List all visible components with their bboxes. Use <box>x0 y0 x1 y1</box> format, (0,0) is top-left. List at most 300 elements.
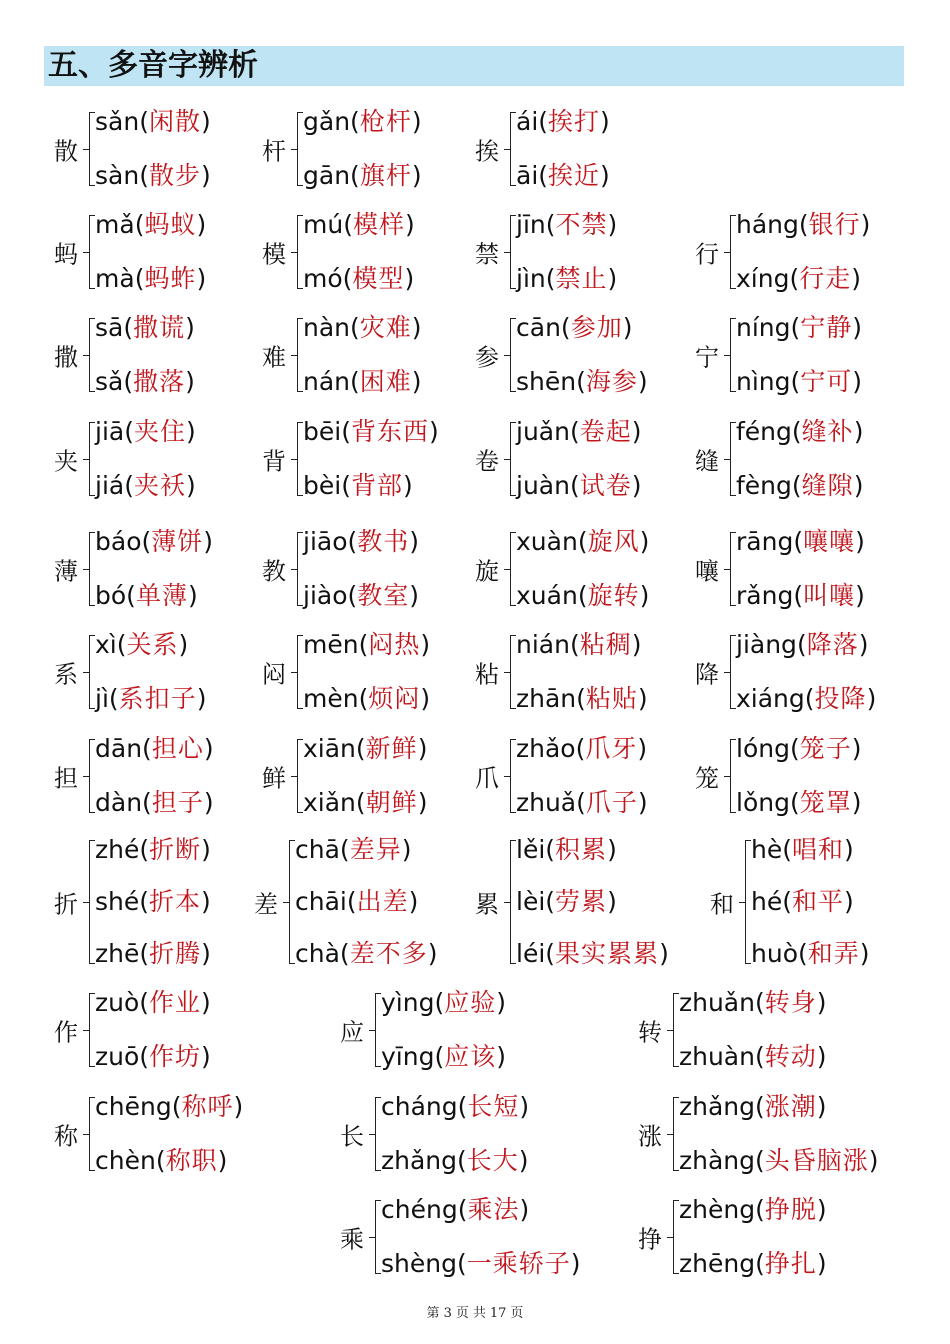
paren-close: ) <box>417 788 428 817</box>
example-word: 长大 <box>466 1146 519 1175</box>
reading-list <box>95 832 211 972</box>
paren-close: ) <box>600 107 610 136</box>
reading-row <box>516 832 669 868</box>
pinyin: háng <box>736 210 799 239</box>
brace-icon <box>291 635 301 709</box>
reading-row <box>95 158 211 194</box>
brace-icon <box>83 1097 93 1171</box>
reading-row <box>516 414 642 450</box>
reading-list <box>381 985 506 1075</box>
example-word: 模样 <box>352 210 405 239</box>
example-word: 蚂蚁 <box>144 210 197 239</box>
example-word: 禁止 <box>555 264 608 293</box>
paren-close: ) <box>858 630 869 659</box>
polyphone-char: 宁 <box>695 343 719 372</box>
paren-close: ) <box>185 367 195 396</box>
reading-row <box>736 578 865 614</box>
pinyin: xíng <box>736 264 790 293</box>
paren-close: ) <box>411 107 422 136</box>
brace-icon <box>83 215 93 289</box>
reading-row <box>303 681 430 717</box>
reading-list <box>751 832 870 972</box>
paren-open: ( <box>576 788 586 817</box>
pinyin: mó <box>303 264 343 293</box>
reading-list <box>736 310 862 400</box>
polyphone-char: 夹 <box>54 447 78 476</box>
paren-open: ( <box>545 835 556 864</box>
paren-open: ( <box>343 210 353 239</box>
example-word: 挣扎 <box>764 1249 817 1278</box>
example-word: 折腾 <box>149 939 202 968</box>
reading-row <box>516 884 669 920</box>
polyphone-char: 缝 <box>695 447 719 476</box>
reading-list <box>516 207 617 297</box>
paren-close: ) <box>417 734 428 763</box>
paren-open: ( <box>139 161 149 190</box>
brace-icon <box>504 532 514 606</box>
paren-open: ( <box>755 1195 765 1224</box>
example-word: 转身 <box>764 988 817 1017</box>
paren-open: ( <box>350 107 360 136</box>
paren-open: ( <box>791 471 802 500</box>
pinyin: āi <box>516 161 539 190</box>
paren-open: ( <box>755 1092 765 1121</box>
paren-close: ) <box>409 527 420 556</box>
example-word: 缝补 <box>801 417 854 446</box>
brace-icon <box>667 993 677 1067</box>
paren-close: ) <box>631 417 642 446</box>
pinyin: jiāo <box>303 527 348 556</box>
pinyin: mǎ <box>95 210 135 239</box>
paren-close: ) <box>411 367 422 396</box>
example-word: 闲散 <box>148 107 201 136</box>
reading-row <box>736 207 870 243</box>
example-word: 笼罩 <box>799 788 852 817</box>
pinyin: lóng <box>736 734 790 763</box>
polyphone-char: 作 <box>54 1018 78 1047</box>
paren-close: ) <box>196 684 207 713</box>
brace-icon <box>504 215 514 289</box>
reading-list <box>303 524 419 614</box>
reading-row <box>95 414 196 450</box>
paren-close: ) <box>844 887 854 916</box>
paren-open: ( <box>782 835 792 864</box>
pinyin: nián <box>516 630 570 659</box>
pinyin: báo <box>95 527 142 556</box>
example-word: 应该 <box>444 1042 497 1071</box>
reading-list <box>516 627 648 717</box>
example-word: 卷起 <box>579 417 632 446</box>
pinyin: shèng <box>381 1249 457 1278</box>
example-word: 夹住 <box>133 417 186 446</box>
example-word: 爪牙 <box>585 734 638 763</box>
reading-row <box>381 1192 581 1228</box>
example-word: 降落 <box>806 630 859 659</box>
paren-close: ) <box>420 684 431 713</box>
paren-close: ) <box>860 210 871 239</box>
paren-close: ) <box>217 1146 228 1175</box>
polyphone-char: 乘 <box>340 1225 364 1254</box>
pinyin: bó <box>95 581 127 610</box>
pinyin: zhé <box>95 835 140 864</box>
polyphone-char: 撒 <box>54 343 78 372</box>
reading-row <box>679 1192 827 1228</box>
paren-open: ( <box>341 417 351 446</box>
example-word: 挣脱 <box>764 1195 817 1224</box>
reading-row <box>516 627 648 663</box>
reading-list <box>303 207 415 297</box>
pinyin: sǎn <box>95 107 140 136</box>
pinyin: nìng <box>736 367 791 396</box>
reading-row <box>736 524 865 560</box>
pinyin: fèng <box>736 471 792 500</box>
pinyin: xiǎn <box>303 788 356 817</box>
reading-list <box>736 731 862 821</box>
paren-close: ) <box>201 939 211 968</box>
pinyin: cān <box>516 313 561 342</box>
reading-list <box>679 985 827 1075</box>
example-word: 不禁 <box>555 210 608 239</box>
brace-icon <box>83 739 93 813</box>
paren-open: ( <box>134 264 145 293</box>
example-word: 海参 <box>585 367 638 396</box>
pinyin: zhèng <box>679 1195 756 1224</box>
paren-open: ( <box>789 734 800 763</box>
paren-open: ( <box>139 887 150 916</box>
paren-open: ( <box>134 210 145 239</box>
pinyin: zhàng <box>679 1146 756 1175</box>
pinyin: chèn <box>95 1146 156 1175</box>
paren-open: ( <box>577 527 588 556</box>
brace-icon <box>667 1097 677 1171</box>
reading-row <box>303 785 427 821</box>
example-word: 作业 <box>149 988 202 1017</box>
paren-close: ) <box>607 887 617 916</box>
example-word: 爪子 <box>585 788 638 817</box>
reading-row <box>95 261 206 297</box>
reading-list <box>736 627 876 717</box>
paren-open: ( <box>456 1249 467 1278</box>
pinyin: shé <box>95 887 140 916</box>
paren-open: ( <box>755 1146 765 1175</box>
reading-list <box>516 524 649 614</box>
paren-open: ( <box>346 887 357 916</box>
brace-icon <box>369 993 379 1067</box>
example-word: 果实累累 <box>555 939 660 968</box>
reading-list <box>516 104 610 194</box>
footer-suffix: 页 <box>510 1306 524 1321</box>
example-word: 缝隙 <box>801 471 854 500</box>
polyphone-char: 嚷 <box>695 557 719 586</box>
paren-close: ) <box>496 988 507 1017</box>
paren-open: ( <box>545 264 556 293</box>
paren-open: ( <box>339 835 350 864</box>
paren-close: ) <box>203 734 214 763</box>
reading-row <box>95 364 195 400</box>
brace-icon <box>83 635 93 709</box>
pinyin: léi <box>516 939 546 968</box>
brace-icon <box>504 840 514 964</box>
pinyin: xuàn <box>516 527 578 556</box>
example-word: 枪杆 <box>359 107 412 136</box>
paren-open: ( <box>457 1092 468 1121</box>
example-word: 和弄 <box>807 939 860 968</box>
paren-close: ) <box>402 471 413 500</box>
example-word: 宁可 <box>800 367 853 396</box>
paren-open: ( <box>339 939 350 968</box>
paren-open: ( <box>793 581 804 610</box>
paren-close: ) <box>428 417 439 446</box>
paren-open: ( <box>434 988 445 1017</box>
polyphone-char: 教 <box>262 557 286 586</box>
paren-close: ) <box>816 988 827 1017</box>
brace-icon <box>504 422 514 496</box>
reading-row <box>516 785 648 821</box>
paren-close: ) <box>855 527 865 556</box>
paren-close: ) <box>200 107 211 136</box>
reading-row <box>381 1143 529 1179</box>
polyphone-char: 鲜 <box>262 764 286 793</box>
paren-open: ( <box>569 471 580 500</box>
example-word: 笼子 <box>799 734 852 763</box>
reading-row <box>95 1089 243 1125</box>
paren-close: ) <box>600 161 610 190</box>
example-word: 新鲜 <box>365 734 418 763</box>
polyphone-char: 卷 <box>475 447 499 476</box>
example-word: 差异 <box>349 835 402 864</box>
paren-open: ( <box>457 1146 467 1175</box>
pinyin: chēng <box>95 1092 172 1121</box>
pinyin: hé <box>751 887 783 916</box>
reading-row <box>95 524 213 560</box>
reading-row <box>295 936 437 972</box>
pinyin: zhān <box>516 684 577 713</box>
paren-open: ( <box>141 527 152 556</box>
paren-open: ( <box>116 630 127 659</box>
footer-page-word: 页 <box>455 1306 469 1321</box>
reading-row <box>303 468 439 504</box>
brace-icon <box>724 635 734 709</box>
paren-open: ( <box>123 313 134 342</box>
paren-close: ) <box>631 630 642 659</box>
pinyin: jiá <box>95 471 125 500</box>
reading-row <box>736 627 876 663</box>
polyphone-char: 禁 <box>475 240 499 269</box>
brace-icon <box>369 1200 379 1274</box>
polyphone-char: 杆 <box>262 137 286 166</box>
example-word: 一乘轿子 <box>466 1249 571 1278</box>
example-word: 差不多 <box>349 939 428 968</box>
reading-row <box>516 731 648 767</box>
example-word: 撒落 <box>133 367 186 396</box>
brace-icon <box>291 739 301 813</box>
example-word: 粘稠 <box>579 630 632 659</box>
reading-row <box>95 785 214 821</box>
reading-list <box>736 414 863 504</box>
reading-list <box>516 731 648 821</box>
example-word: 投降 <box>814 684 867 713</box>
example-word: 灾难 <box>359 313 412 342</box>
pinyin: sàn <box>95 161 140 190</box>
brace-icon <box>83 840 93 964</box>
brace-icon <box>504 112 514 186</box>
paren-open: ( <box>576 684 586 713</box>
reading-row <box>751 936 870 972</box>
example-word: 头昏脑涨 <box>764 1146 869 1175</box>
polyphone-char: 和 <box>710 890 734 919</box>
paren-open: ( <box>545 939 556 968</box>
reading-row <box>679 1039 827 1075</box>
reading-row <box>736 681 876 717</box>
reading-row <box>303 731 427 767</box>
reading-list <box>381 1192 581 1282</box>
reading-list <box>95 414 196 504</box>
paren-close: ) <box>859 939 870 968</box>
reading-row <box>516 310 648 346</box>
example-word: 称呼 <box>181 1092 234 1121</box>
example-word: 转动 <box>764 1042 817 1071</box>
paren-open: ( <box>576 367 586 396</box>
paren-close: ) <box>852 313 863 342</box>
paren-open: ( <box>798 939 808 968</box>
pinyin: gǎn <box>303 107 351 136</box>
paren-close: ) <box>639 527 650 556</box>
paren-close: ) <box>637 367 648 396</box>
reading-list <box>736 524 865 614</box>
example-word: 系扣子 <box>118 684 197 713</box>
paren-open: ( <box>342 264 353 293</box>
paren-close: ) <box>519 1195 530 1224</box>
polyphone-char: 称 <box>54 1122 78 1151</box>
example-word: 折本 <box>149 887 202 916</box>
paren-close: ) <box>852 367 863 396</box>
polyphone-char: 差 <box>254 890 278 919</box>
reading-row <box>95 884 211 920</box>
brace-icon <box>83 532 93 606</box>
paren-close: ) <box>201 887 211 916</box>
brace-icon <box>504 635 514 709</box>
paren-open: ( <box>139 1042 150 1071</box>
paren-open: ( <box>754 1042 765 1071</box>
reading-list <box>95 310 195 400</box>
paren-open: ( <box>155 1146 166 1175</box>
paren-open: ( <box>457 1195 468 1224</box>
reading-row <box>736 310 862 346</box>
pinyin: shēn <box>516 367 577 396</box>
pinyin: juǎn <box>516 417 570 446</box>
brace-icon <box>724 215 734 289</box>
paren-open: ( <box>358 684 369 713</box>
pinyin: nàn <box>303 313 351 342</box>
brace-icon <box>291 318 301 392</box>
paren-close: ) <box>637 788 648 817</box>
paren-close: ) <box>187 581 198 610</box>
pinyin: xiān <box>303 734 356 763</box>
pinyin: féng <box>736 417 792 446</box>
paren-close: ) <box>855 581 865 610</box>
paren-close: ) <box>201 988 211 1017</box>
paren-close: ) <box>404 264 415 293</box>
pinyin: yìng <box>381 988 435 1017</box>
paren-close: ) <box>844 835 854 864</box>
reading-row <box>95 1143 243 1179</box>
pinyin: jiàng <box>736 630 797 659</box>
paren-close: ) <box>201 835 211 864</box>
reading-row <box>95 731 214 767</box>
reading-row <box>516 936 669 972</box>
paren-close: ) <box>411 313 422 342</box>
pinyin: lǒng <box>736 788 790 817</box>
pinyin: jiào <box>303 581 348 610</box>
pinyin: yīng <box>381 1042 435 1071</box>
paren-open: ( <box>791 417 802 446</box>
polyphone-char: 爪 <box>475 764 499 793</box>
paren-close: ) <box>637 684 648 713</box>
brace-icon <box>724 422 734 496</box>
reading-row <box>303 310 422 346</box>
paren-open: ( <box>755 1249 765 1278</box>
pinyin: chà <box>295 939 340 968</box>
reading-list <box>95 524 213 614</box>
paren-close: ) <box>404 210 415 239</box>
pinyin: mú <box>303 210 344 239</box>
pinyin: zhǎng <box>679 1092 756 1121</box>
reading-row <box>679 1246 827 1282</box>
paren-close: ) <box>607 835 617 864</box>
example-word: 模型 <box>352 264 405 293</box>
pinyin: zhuàn <box>679 1042 755 1071</box>
reading-list <box>303 414 439 504</box>
paren-open: ( <box>545 210 556 239</box>
example-word: 背部 <box>350 471 403 500</box>
footer-page-number: 3 <box>443 1306 452 1321</box>
paren-close: ) <box>178 630 189 659</box>
paren-close: ) <box>201 1042 211 1071</box>
pinyin: níng <box>736 313 791 342</box>
reading-row <box>736 364 862 400</box>
example-word: 嚷嚷 <box>803 527 856 556</box>
pinyin: jīn <box>516 210 546 239</box>
paren-close: ) <box>816 1249 827 1278</box>
pinyin: huò <box>751 939 798 968</box>
example-word: 旋转 <box>587 581 640 610</box>
polyphone-char: 粘 <box>475 660 499 689</box>
brace-icon <box>739 840 749 964</box>
pinyin: lěi <box>516 835 546 864</box>
reading-list <box>95 1089 243 1179</box>
pinyin: xuán <box>516 581 578 610</box>
paren-close: ) <box>853 471 864 500</box>
example-word: 粘贴 <box>585 684 638 713</box>
example-word: 和平 <box>792 887 845 916</box>
brace-icon <box>667 1200 677 1274</box>
example-word: 担子 <box>151 788 204 817</box>
paren-close: ) <box>409 581 420 610</box>
paren-open: ( <box>139 835 150 864</box>
reading-list <box>516 832 669 972</box>
pinyin: mèn <box>303 684 359 713</box>
reading-row <box>95 207 206 243</box>
reading-list <box>381 1089 529 1179</box>
paren-close: ) <box>411 161 422 190</box>
reading-row <box>303 158 422 194</box>
paren-close: ) <box>607 264 618 293</box>
paren-close: ) <box>186 417 196 446</box>
paren-open: ( <box>350 367 360 396</box>
brace-icon <box>504 318 514 392</box>
example-word: 教书 <box>357 527 410 556</box>
paren-close: ) <box>631 471 642 500</box>
